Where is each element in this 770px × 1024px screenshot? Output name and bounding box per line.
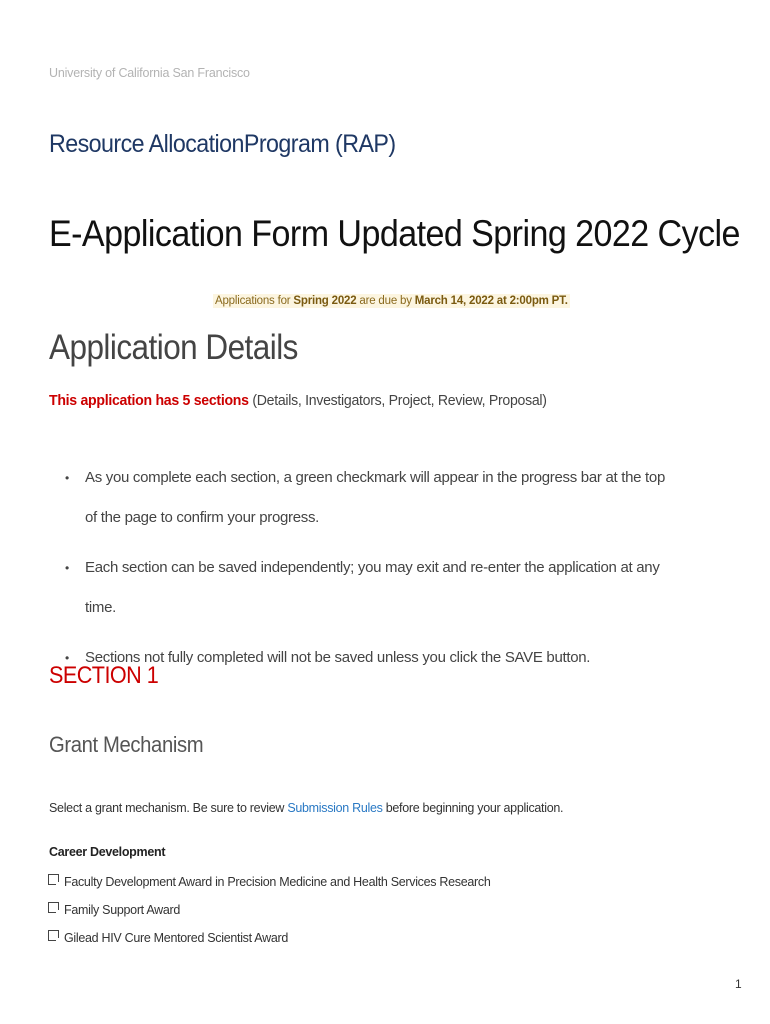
form-title: E-Application Form Updated Spring 2022 Cycle — [49, 213, 740, 254]
award-option-faculty-development[interactable] — [48, 875, 491, 889]
sections-list: (Details, Investigators, Project, Review, Proposal) — [248, 392, 547, 409]
list-item-text: Sections not fully completed will not be saved unless you click the SAVE button. — [85, 649, 591, 666]
instruction-suffix: before beginning your application. — [382, 801, 564, 815]
university-name: University of California San Francisco — [49, 66, 250, 80]
list-item — [60, 548, 680, 628]
due-notice-middle: are due by — [356, 295, 415, 307]
instructions-list — [60, 458, 680, 678]
award-option-family-support[interactable] — [48, 903, 180, 917]
section-1-label: SECTION 1 — [49, 662, 159, 689]
due-notice-cycle: Spring 2022 — [293, 295, 357, 307]
sections-count-highlight: This application has 5 sections — [49, 392, 249, 409]
checkbox[interactable] — [48, 902, 59, 913]
award-label: Gilead HIV Cure Mentored Scientist Award — [64, 931, 288, 945]
submission-rules-link[interactable]: Submission Rules — [287, 801, 383, 815]
award-label: Family Support Award — [64, 903, 181, 917]
checkbox[interactable] — [48, 874, 59, 885]
grant-mechanism-heading: Grant Mechanism — [49, 732, 204, 757]
list-item-text: Each section can be saved independently; you may exit and re-enter the application at any time. — [85, 559, 660, 616]
application-details-heading: Application Details — [49, 328, 298, 367]
page-number: 1 — [735, 977, 742, 991]
bullet-icon: • — [65, 561, 69, 575]
bullet-icon: • — [65, 651, 69, 665]
bullet-icon: • — [65, 471, 69, 485]
grant-mechanism-instruction — [49, 801, 563, 815]
award-label: Faculty Development Award in Precision Medicine and Health Services Research — [64, 875, 491, 889]
instruction-prefix: Select a grant mechanism. Be sure to review — [49, 801, 288, 815]
due-notice-prefix: Applications for — [215, 295, 294, 307]
list-item — [60, 458, 680, 538]
award-option-gilead-hiv-cure[interactable] — [48, 931, 288, 945]
sections-summary — [49, 392, 547, 409]
checkbox[interactable] — [48, 930, 59, 941]
list-item-text: As you complete each section, a green checkmark will appear in the progress bar at the top of the page to confirm your progress. — [85, 469, 665, 526]
program-title: Resource AllocationProgram (RAP) — [49, 130, 396, 158]
due-notice-deadline: March 14, 2022 at 2:00pm PT. — [414, 295, 568, 307]
due-date-notice — [213, 294, 570, 308]
career-development-heading: Career Development — [49, 845, 166, 859]
